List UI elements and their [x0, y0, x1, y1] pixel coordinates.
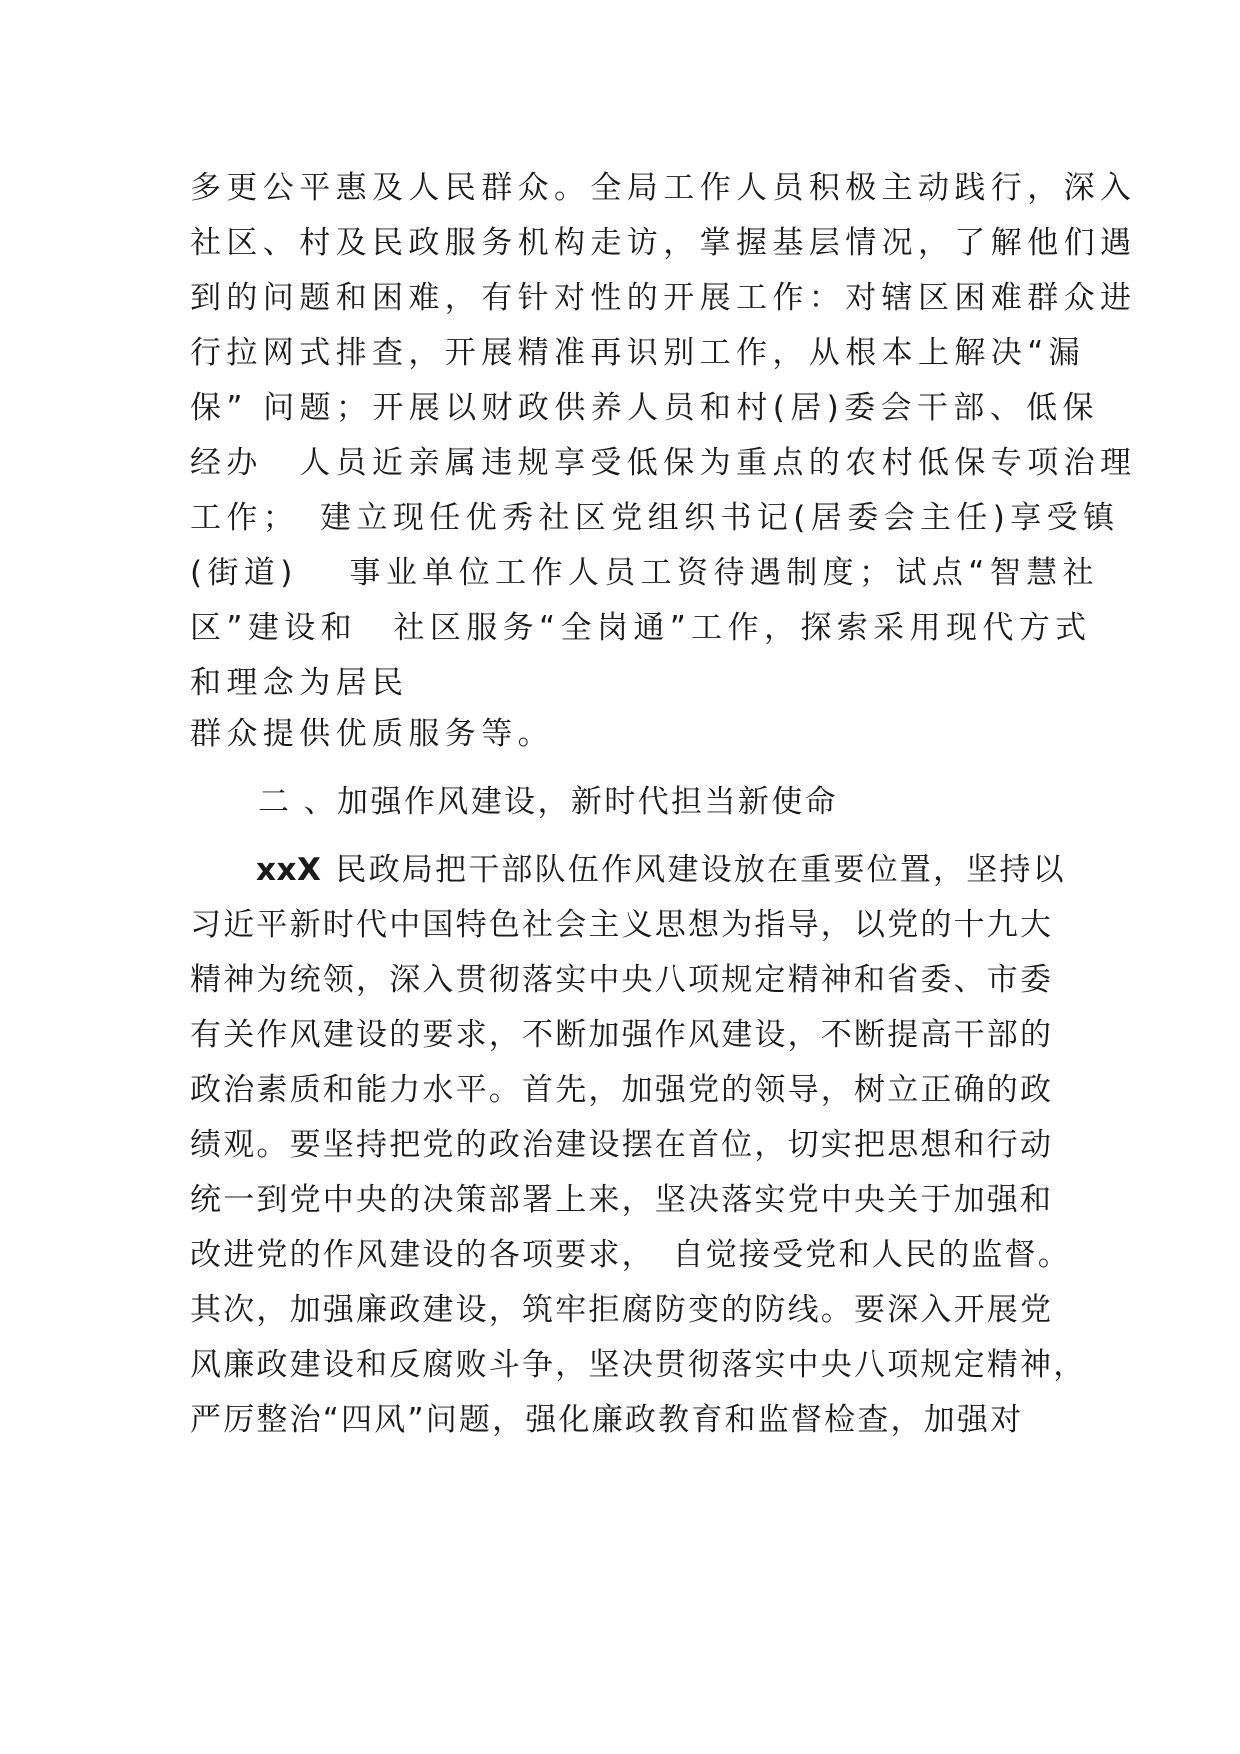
text-line: 严厉整治“四风”问题，强化廉政教育和监督检查，加强对 — [190, 1402, 1024, 1438]
text-line: 风廉政建设和反腐败斗争，坚决贯彻落实中央八项规定精神， — [190, 1347, 1087, 1383]
text-line: 到的问题和困难，有针对性的开展工作：对辖区困难群众进 — [190, 280, 1137, 316]
text-line: 工作； 建立现任优秀社区党组织书记(居委会主任)享受镇 — [190, 500, 1120, 536]
text-line: 民政局把干部队伍作风建设放在重要位置，坚持以 — [335, 852, 1066, 888]
text-line: (街道) 事业单位工作人员工资待遇制度；试点“智慧社 — [190, 555, 1099, 591]
text-line: 和理念为居民 — [190, 665, 409, 701]
text-line: 绩观。要坚持把党的政治建设摆在首位，切实把思想和行动 — [190, 1127, 1054, 1163]
text-line: 群众提供优质服务等。 — [190, 716, 554, 752]
text-line: 统一到党中央的决策部署上来，坚决落实党中央关于加强和 — [190, 1182, 1054, 1218]
paragraph-first-line — [190, 850, 1066, 890]
text-line: 保” 问题；开展以财政供养人员和村(居)委会干部、低保 — [190, 390, 1099, 426]
section-heading: 二 、加强作风建设，新时代担当新使命 — [258, 784, 839, 820]
text-line: 多更公平惠及人民群众。全局工作人员积极主动践行，深入 — [190, 170, 1137, 206]
text-line: 经办 人员近亲属违规享受低保为重点的农村低保专项治理 — [190, 445, 1137, 481]
text-line: 其次，加强廉政建设，筑牢拒腐防变的防线。要深入开展党 — [190, 1292, 1054, 1328]
text-line: 政治素质和能力水平。首先，加强党的领导，树立正确的政 — [190, 1072, 1054, 1108]
text-line: 改进党的作风建设的各项要求， 自觉接受党和人民的监督。 — [190, 1237, 1071, 1273]
lead-word: xxX — [256, 852, 322, 888]
text-line: 行拉网式排查，开展精准再识别工作，从根本上解决“漏 — [190, 335, 1086, 371]
text-line: 区”建设和 社区服务“全岗通”工作，探索采用现代方式 — [190, 610, 1092, 646]
text-line: 习近平新时代中国特色社会主义思想为指导，以党的十九大 — [190, 907, 1054, 943]
text-line: 精神为统领，深入贯彻落实中央八项规定精神和省委、市委 — [190, 962, 1054, 998]
text-line: 社区、村及民政服务机构走访，掌握基层情况，了解他们遇 — [190, 225, 1137, 261]
text-line: 有关作风建设的要求，不断加强作风建设，不断提高干部的 — [190, 1017, 1054, 1053]
